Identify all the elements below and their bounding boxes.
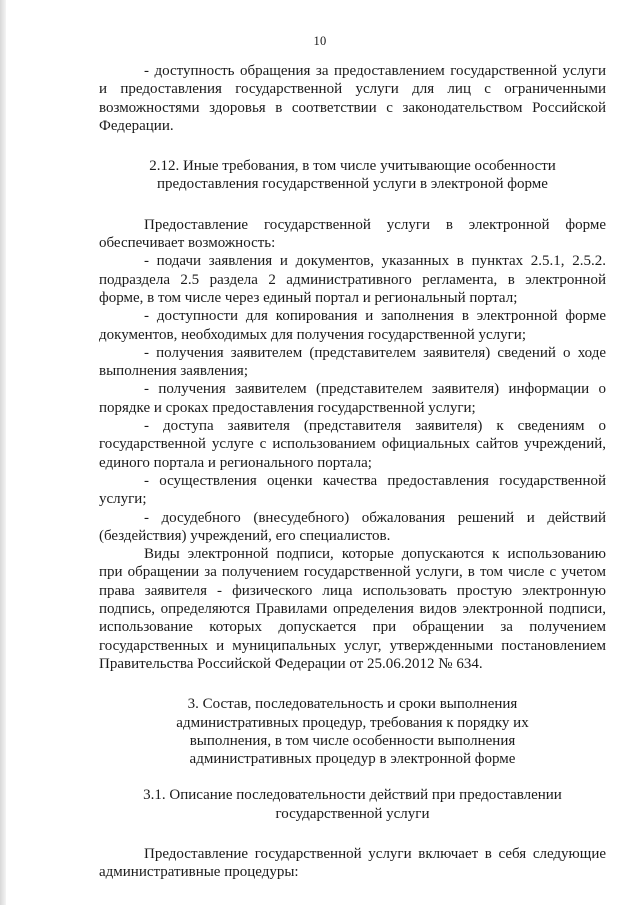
- paragraph-electronic-signature: Виды электронной подписи, которые допускаются к использованию при обращении за получением государственной услуги, в том числе с учетом права заявителя - физического лица использовать простую электронную подпись, определяются Правилами определения видов электронной подписи, использование которых допускается при обращении за получением государственных и муниципальных услуг, утвержденными постановлением Правительства Российской Федерации от 25.06.2012 № 634.: [99, 546, 606, 672]
- paragraph-electronic-provision: Предоставление государственной услуги в электронной форме обеспечивает возможность:: [99, 216, 606, 252]
- section-2-12-heading-line-2: предоставления государственной услуги в электроной форме: [157, 176, 548, 193]
- paragraph-accessibility: - доступность обращения за предоставлением государственной услуги и предоставления государственной услуги для лиц с ограниченными возможностями здоровья в соответствии с законодательством Российской Федерации.: [99, 63, 606, 134]
- page-number: 10: [313, 34, 327, 48]
- section-3-1-heading-line-2: государственной услуги: [275, 805, 430, 822]
- scan-page-edge: [0, 0, 6, 905]
- section-3-heading-line-4: административных процедур в электронной форме: [189, 751, 516, 768]
- section-3-heading-line-2: административных процедур, требования к порядку их: [176, 714, 529, 731]
- paragraph-appeal: - досудебного (внесудебного) обжалования решений и действий (бездействия) учреждений, его специалистов.: [99, 509, 606, 544]
- section-3-heading-line-3: выполнения, в том числе особенности выполнения: [189, 732, 516, 749]
- section-3-1-heading-line-1: 3.1. Описание последовательности действий при предоставлении: [143, 787, 562, 804]
- document-body: [99, 62, 606, 882]
- paragraph-access-to-info: - доступа заявителя (представителя заявителя) к сведениям о государственной услуге с использованием официальных сайтов учреждений, единого портала и регионального портала;: [99, 418, 606, 471]
- paragraph-quality-assessment: - осуществления оценки качества предоставления государственной услуги;: [99, 472, 606, 508]
- paragraph-submission: - подачи заявления и документов, указанных в пунктах 2.5.1, 2.5.2. подраздела 2.5 раздела 2 административного регламента, в электронной форме, в том числе через единый портал и региональный портал;: [99, 253, 606, 306]
- paragraph-procedures-intro: Предоставление государственной услуги включает в себя следующие административные процедуры:: [99, 845, 606, 881]
- section-2-12-heading-line-1: 2.12. Иные требования, в том числе учитывающие особенности: [149, 158, 556, 175]
- section-3-heading-line-1: 3. Состав, последовательность и сроки выполнения: [187, 696, 518, 713]
- paragraph-procedure-info: - получения заявителем (представителем заявителя) информации о порядке и сроках предоставления государственной услуги;: [99, 381, 606, 416]
- paragraph-progress-info: - получения заявителем (представителем заявителя) сведений о ходе выполнения заявления;: [99, 344, 606, 380]
- paragraph-copying-availability: - доступности для копирования и заполнения в электронной форме документов, необходимых для получения государственной услуги;: [99, 308, 606, 343]
